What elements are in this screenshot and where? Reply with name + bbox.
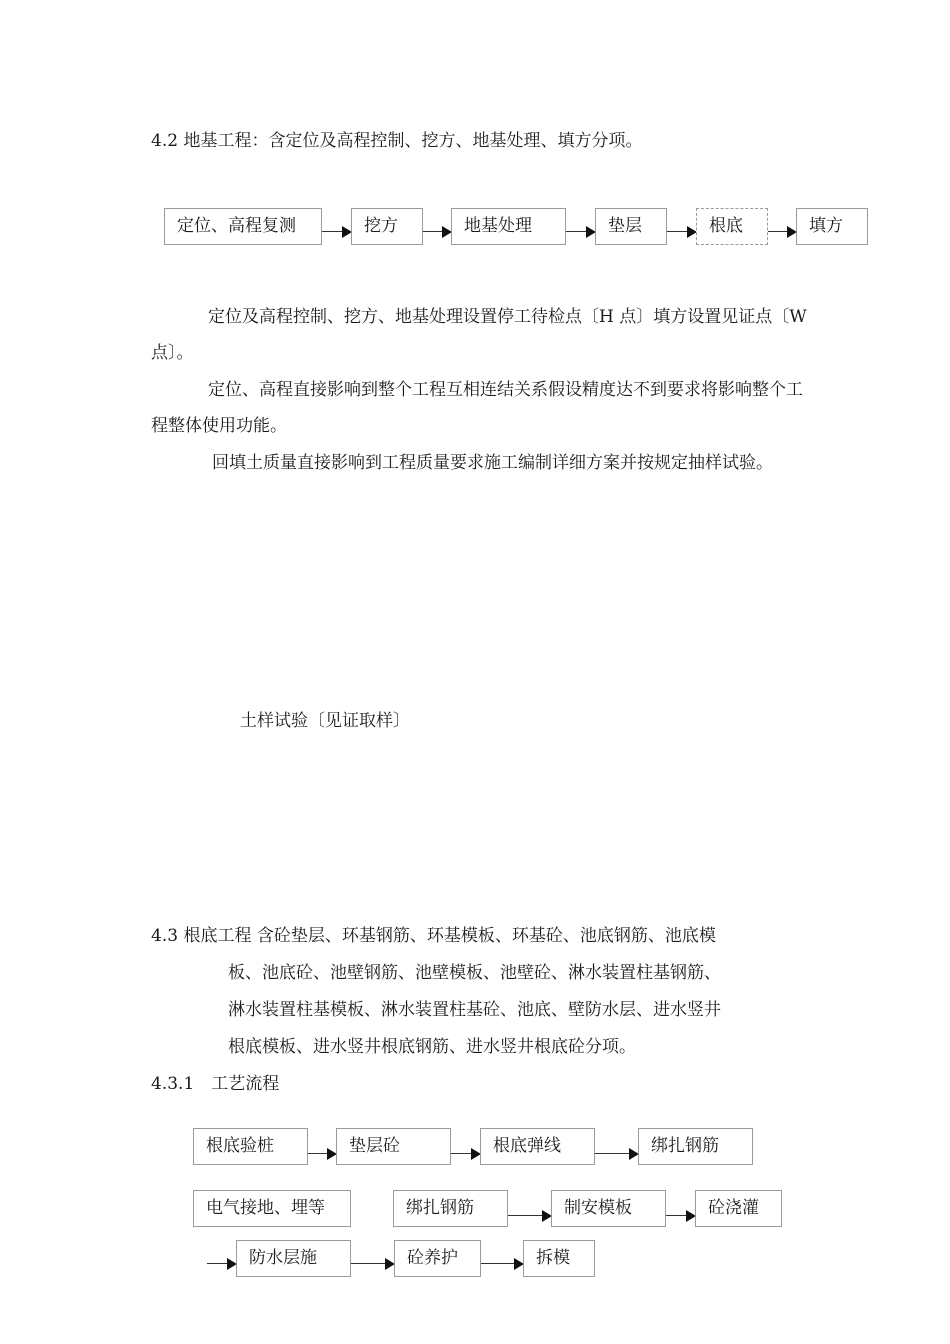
flow-step-concrete-curing: 砼养护	[394, 1240, 481, 1277]
flow-arrow	[351, 1258, 395, 1270]
flow-step-ground-treatment: 地基处理	[451, 208, 566, 245]
section-4-2-heading: 4.2 地基工程：含定位及高程控制、挖方、地基处理、填方分项。	[151, 131, 643, 151]
flow-arrow	[595, 1148, 639, 1160]
section-4-3-heading-line-2: 板、池底砼、池壁钢筋、池壁模板、池壁砼、淋水装置柱基钢筋、	[228, 963, 721, 983]
flow-arrow	[667, 226, 697, 238]
flow-step-formwork: 制安模板	[551, 1190, 666, 1227]
section-4-3-heading-line-1: 4.3 根底工程 含砼垫层、环基钢筋、环基模板、环基砼、池底钢筋、池底模	[151, 926, 716, 946]
flow-arrow	[566, 226, 596, 238]
flow-step-excavation: 挖方	[351, 208, 423, 245]
paragraph-positioning-accuracy: 定位、高程直接影响到整个工程互相连结关系假设精度达不到要求将影响整个工程整体使用功能。	[151, 380, 803, 436]
flow-step-foundation: 根底	[696, 208, 768, 245]
paragraph-inspection-points: 定位及高程控制、挖方、地基处理设置停工待检点〔H 点〕填方设置见证点〔W 点〕。	[151, 307, 807, 363]
paragraph-backfill-quality: 回填土质量直接影响到工程质量要求施工编制详细方案并按规定抽样试验。	[212, 453, 773, 473]
flow-arrow	[768, 226, 797, 238]
flow-step-positioning: 定位、高程复测	[164, 208, 322, 245]
flow-arrow	[508, 1210, 552, 1222]
section-4-3-heading-line-4: 根底模板、进水竖井根底钢筋、进水竖井根底砼分项。	[228, 1037, 636, 1057]
flow-arrow	[322, 226, 352, 238]
flow-arrow	[308, 1148, 337, 1160]
flow-step-rebar-tying: 绑扎钢筋	[638, 1128, 753, 1165]
flow-arrow	[207, 1258, 237, 1270]
flow-arrow	[666, 1210, 696, 1222]
flow-arrow	[423, 226, 452, 238]
section-4-3-1-subheading: 4.3.1 工艺流程	[151, 1074, 280, 1094]
flow-step-waterproofing: 防水层施	[236, 1240, 351, 1277]
soil-test-label: 土样试验〔见证取样〕	[240, 711, 410, 731]
flow-step-rebar-tying-2: 绑扎钢筋	[393, 1190, 508, 1227]
flow-arrow	[481, 1258, 524, 1270]
flow-step-electrical-grounding: 电气接地、埋等	[193, 1190, 351, 1227]
flow-step-pile-inspection: 根底验桩	[193, 1128, 308, 1165]
flow-arrow	[451, 1148, 481, 1160]
flow-step-cushion: 垫层	[595, 208, 667, 245]
flow-step-formwork-removal: 拆模	[523, 1240, 595, 1277]
flow-step-layout-lines: 根底弹线	[480, 1128, 595, 1165]
flow-step-backfill: 填方	[796, 208, 868, 245]
flow-step-concrete-pouring: 砼浇灌	[695, 1190, 782, 1227]
flow-step-cushion-concrete: 垫层砼	[336, 1128, 451, 1165]
section-4-3-heading-line-3: 淋水装置柱基模板、淋水装置柱基砼、池底、壁防水层、进水竖井	[228, 1000, 721, 1020]
